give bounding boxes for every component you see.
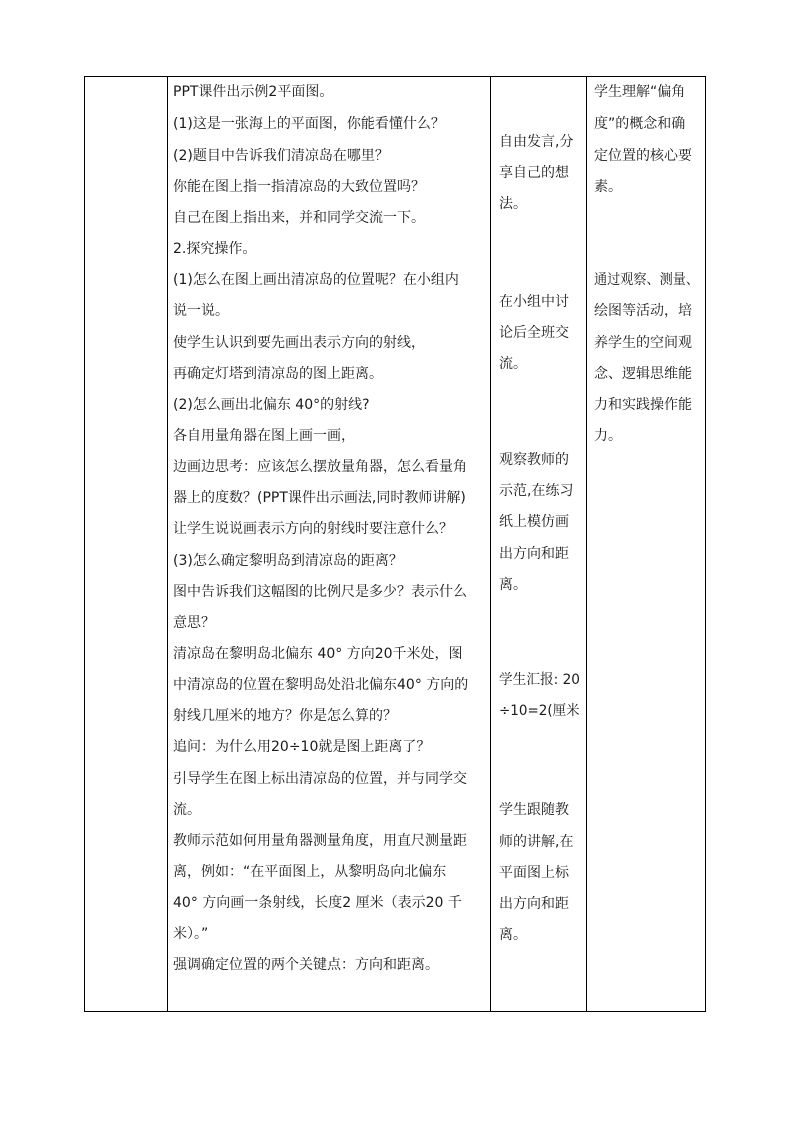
process-line: 清凉岛在黎明岛北偏东 40° 方向20千米处，图 [173,646,463,662]
student-line: ÷10=2(厘米 [499,703,580,719]
student-line: 论后全班交 [499,325,569,341]
process-line: 边画边思考：应该怎么摆放量角器，怎么看量角 [173,459,467,475]
intent-line: 学生理解“偏角 [594,84,686,100]
intent-line: 素。 [594,179,622,195]
student-line: 出方向和距 [499,896,569,912]
process-line: (1)这是一张海上的平面图，你能看懂什么？ [173,116,445,132]
process-line: 离，例如：“在平面图上，从黎明岛向北偏东 [173,864,447,880]
design-intent-column [587,77,705,1011]
teaching-process-column [168,77,490,1011]
student-line: 纸上模仿画 [499,514,569,530]
process-line: 图中告诉我们这幅图的比例尺是多少？表示什么 [173,584,467,600]
student-line: 自由发言,分 [499,134,574,150]
process-line: 射线几厘米的地方？你是怎么算的？ [173,708,397,724]
intent-line: 念、逻辑思维能 [594,366,692,382]
intent-line: 力。 [594,428,622,444]
student-line: 流。 [499,356,527,372]
intent-line: 度”的概念和确 [594,116,686,132]
process-line: 你能在图上指一指清凉岛的大致位置吗？ [173,179,425,195]
student-line: 示范,在练习 [499,483,574,499]
process-line: 强调确定位置的两个关键点：方向和距离。 [173,957,439,973]
process-line: 意思？ [173,615,215,631]
student-line: 平面图上标 [499,865,569,881]
student-line: 离。 [499,577,527,593]
process-line: 再确定灯塔到清凉岛的图上距离。 [173,366,383,382]
student-line: 师的讲解,在 [499,834,574,850]
process-line: 米）。” [173,926,209,942]
student-line: 享自己的想 [499,165,569,181]
student-line: 学生汇报: 20 [499,672,580,688]
process-line: 自己在图上指出来，并和同学交流一下。 [173,210,425,226]
process-line: (1)怎么在图上画出清凉岛的位置呢？在小组内 [173,272,459,288]
student-line: 学生跟随教 [499,802,569,818]
process-line: 流。 [173,802,201,818]
process-line: 40° 方向画一条射线，长度2 厘米（表示20 千 [173,895,462,911]
process-line: 器上的度数？(PPT课件出示画法,同时教师讲解) [173,490,466,506]
intent-line: 通过观察、测量、 [594,272,700,288]
process-line: (3)怎么确定黎明岛到清凉岛的距离？ [173,553,403,569]
process-line: (2)题目中告诉我们清凉岛在哪里？ [173,148,389,164]
process-line: 说一说。 [173,303,229,319]
lesson-plan-table [84,76,706,1012]
process-line: (2)怎么画出北偏东 40°的射线? [173,397,370,413]
intent-line: 定位置的核心要 [594,148,692,164]
process-line: 使学生认识到要先画出表示方向的射线， [173,335,425,351]
student-activity-column [491,77,586,1011]
process-line: 2.探究操作。 [173,241,257,257]
blank-stage-column [85,77,167,1011]
process-line: PPT课件出示例2平面图。 [173,84,334,100]
intent-line: 养学生的空间观 [594,335,692,351]
student-line: 在小组中讨 [499,294,569,310]
intent-line: 力和实践操作能 [594,397,692,413]
intent-line: 绘图等活动，培 [594,303,692,319]
student-line: 出方向和距 [499,546,569,562]
process-line: 各自用量角器在图上画一画， [173,428,355,444]
process-line: 让学生说说画表示方向的射线时要注意什么？ [173,521,453,537]
student-line: 观察教师的 [499,452,569,468]
process-line: 引导学生在图上标出清凉岛的位置，并与同学交 [173,771,467,787]
process-line: 教师示范如何用量角器测量角度，用直尺测量距 [173,833,467,849]
process-line: 中清凉岛的位置在黎明岛处沿北偏东40° 方向的 [173,677,469,693]
student-line: 法。 [499,196,527,212]
process-line: 追问：为什么用20÷10就是图上距离了？ [173,739,431,755]
student-line: 离。 [499,927,527,943]
